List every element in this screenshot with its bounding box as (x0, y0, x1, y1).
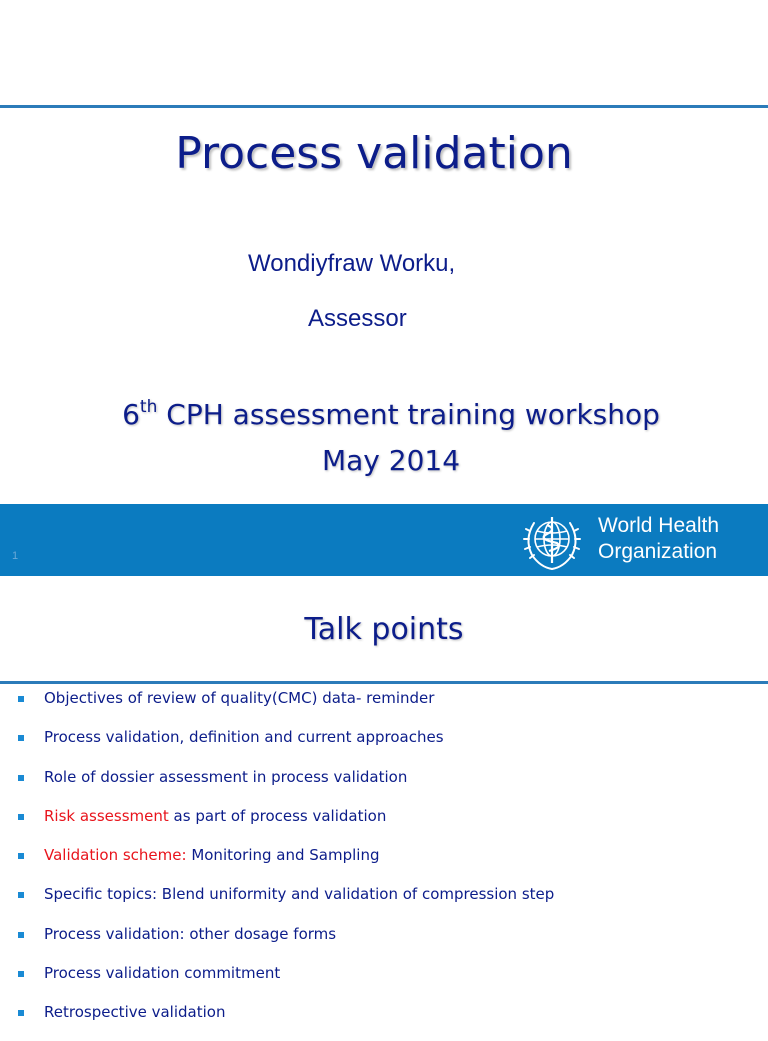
talk-point (0, 883, 768, 922)
talk-point-text: Process validation: other dosage forms (44, 924, 337, 943)
talk-point-text: Risk assessment as part of process validation (44, 806, 387, 825)
square-bullet-icon (18, 775, 24, 781)
title-divider (0, 681, 768, 684)
talk-point (0, 1001, 768, 1040)
talk-point (0, 805, 768, 844)
talk-point-text: Role of dossier assessment in process validation (44, 767, 408, 786)
talk-points-list (0, 687, 768, 1041)
square-bullet-icon (18, 735, 24, 741)
square-bullet-icon (18, 892, 24, 898)
slide-number: 1 (12, 550, 19, 562)
square-bullet-icon (18, 814, 24, 820)
top-divider (0, 105, 768, 108)
talk-point-text: Retrospective validation (44, 1003, 226, 1022)
presentation-title: Process validation (175, 128, 573, 179)
ordinal-suffix: th (139, 397, 158, 417)
square-bullet-icon (18, 696, 24, 702)
talk-point-text: Validation scheme: Monitoring and Sampling (44, 846, 380, 865)
who-emblem-icon (520, 509, 584, 573)
who-wordmark: World Health Organization (598, 514, 719, 563)
author-role: Assessor (308, 305, 407, 332)
talk-point (0, 923, 768, 962)
workshop-title (0, 392, 768, 484)
talk-point-text: Objectives of review of quality(CMC) data- reminder (44, 689, 435, 707)
author-name: Wondiyfraw Worku, (248, 250, 456, 277)
talk-point (0, 766, 768, 805)
slide-title: Talk points (304, 612, 464, 647)
talk-point-text: Process validation, definition and current approaches (44, 728, 444, 747)
talk-point (0, 726, 768, 765)
workshop-date: May 2014 (321, 444, 461, 477)
talk-point (0, 687, 768, 726)
talk-point (0, 844, 768, 883)
talk-point-text: Process validation commitment (44, 964, 281, 983)
highlighted-phrase: Validation scheme: (44, 846, 192, 865)
square-bullet-icon (18, 971, 24, 977)
footer-band (0, 504, 768, 576)
square-bullet-icon (18, 853, 24, 859)
talk-point (0, 962, 768, 1001)
square-bullet-icon (18, 932, 24, 938)
square-bullet-icon (18, 1010, 24, 1016)
talk-points-slide (0, 578, 768, 1024)
workshop-line: 6th CPH assessment training workshop (122, 397, 660, 431)
talk-point-text: Specific topics: Blend uniformity and validation of compression step (44, 885, 555, 904)
highlighted-phrase: Risk assessment (44, 806, 169, 825)
